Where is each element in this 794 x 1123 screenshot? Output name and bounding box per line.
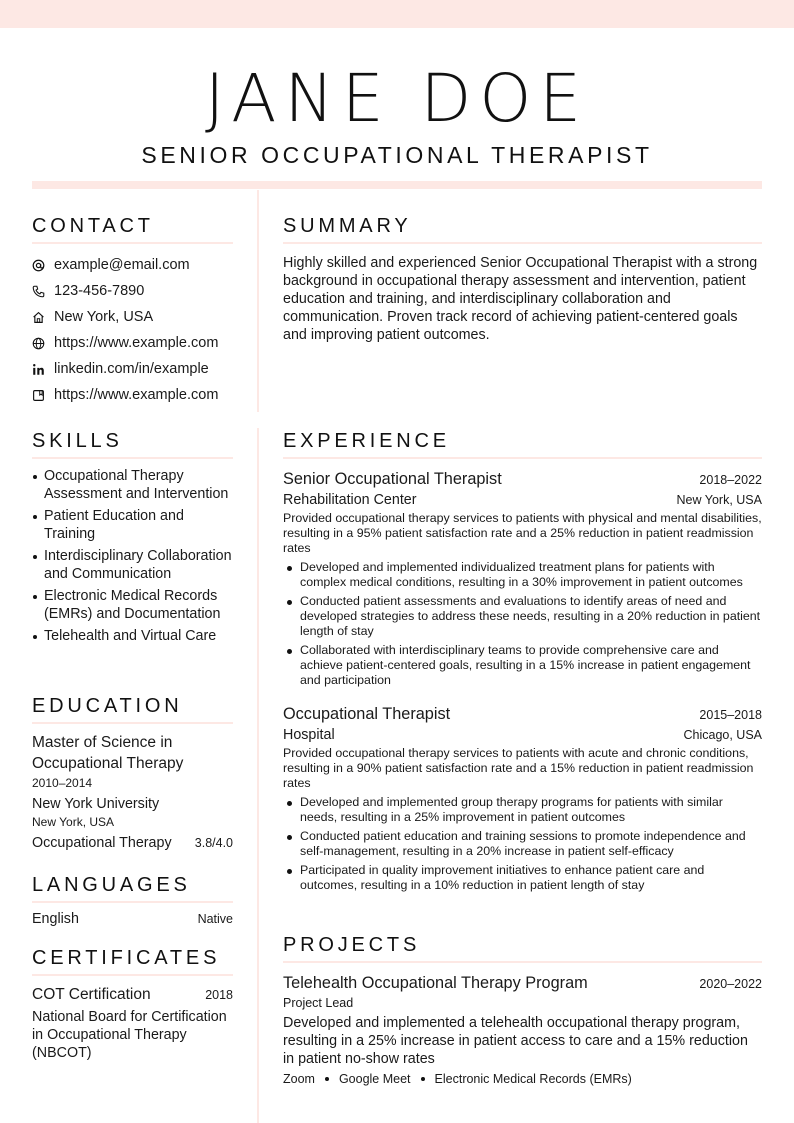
job-location: New York, USA xyxy=(676,493,762,507)
job-bullet: Developed and implemented group therapy programs for patients with similar needs, resulting in a 25% improvement in patient outcomes xyxy=(300,795,762,825)
job-entry xyxy=(283,704,762,893)
skills-list xyxy=(32,467,233,645)
project-description: Developed and implemented a telehealth occupational therapy program, resulting in a 25% increase in patient access to care and a 15% reduction in patient no-show rates xyxy=(283,1015,748,1067)
education-field-row xyxy=(32,835,233,851)
project-keywords xyxy=(283,1072,762,1086)
candidate-name: JANE DOE xyxy=(205,60,589,137)
separator-dot xyxy=(421,1077,425,1081)
contact-text: linkedin.com/in/example xyxy=(54,361,209,377)
contact-phone[interactable] xyxy=(32,278,233,304)
certificate-year: 2018 xyxy=(205,988,233,1002)
contact-location xyxy=(32,304,233,330)
contact-text: example@email.com xyxy=(54,257,190,273)
job-bullet: Collaborated with interdisciplinary teams to provide comprehensive care and achieve patient-centered goals, resulting in a 15% increase in patient engagement and participation xyxy=(300,643,762,688)
job-bullet: Conducted patient assessments and evaluations to identify areas of need and developed strategies to address these needs, resulting in a 20% reduction in patient length of stay xyxy=(300,594,761,638)
contact-section xyxy=(32,214,233,408)
column-divider xyxy=(257,190,259,412)
contact-portfolio[interactable] xyxy=(32,382,233,408)
section-heading: CONTACT xyxy=(32,214,233,244)
job-location: Chicago, USA xyxy=(683,728,762,742)
skill-item: Interdisciplinary Collaboration and Communication xyxy=(32,547,233,583)
certificates-section xyxy=(32,946,233,1062)
job-description: Provided occupational therapy services to patients with acute and chronic conditions, resulting in a 90% patient satisfaction rate and a 15% reduction in patient readmission rates xyxy=(283,746,754,790)
at-icon xyxy=(32,258,54,272)
language-row xyxy=(32,911,233,927)
section-heading: CERTIFICATES xyxy=(32,946,233,976)
education-section xyxy=(32,694,233,851)
project-entry xyxy=(283,973,762,1086)
school-location: New York, USA xyxy=(32,815,115,829)
project-title: Telehealth Occupational Therapy Program xyxy=(283,974,588,992)
contact-email[interactable] xyxy=(32,252,233,278)
job-bullets xyxy=(283,560,762,688)
contact-linkedin[interactable] xyxy=(32,356,233,382)
job-dates: 2018–2022 xyxy=(699,473,762,487)
job-title: Occupational Therapist xyxy=(283,705,451,723)
project-role: Project Lead xyxy=(283,996,354,1010)
section-heading: SKILLS xyxy=(32,429,233,459)
job-dates: 2015–2018 xyxy=(699,708,762,722)
certificate-name: COT Certification xyxy=(32,986,151,1003)
company-name: Rehabilitation Center xyxy=(283,492,417,508)
job-description: Provided occupational therapy services to patients with physical and mental disabilities, resulting in a 95% patient satisfaction rate and a 25% reduction in patient readmission rates xyxy=(283,511,762,555)
section-heading: PROJECTS xyxy=(283,933,762,963)
section-heading: LANGUAGES xyxy=(32,873,233,903)
contact-website[interactable] xyxy=(32,330,233,356)
portfolio-icon xyxy=(32,388,54,402)
section-heading: EXPERIENCE xyxy=(283,429,762,459)
language-level: Native xyxy=(197,912,233,926)
contact-text: https://www.example.com xyxy=(54,335,219,351)
skill-item: Occupational Therapy Assessment and Intervention xyxy=(32,467,233,503)
company-name: Hospital xyxy=(283,727,335,743)
field-of-study: Occupational Therapy xyxy=(32,835,172,851)
globe-icon xyxy=(32,336,54,350)
contact-text: https://www.example.com xyxy=(54,387,219,403)
job-title: Senior Occupational Therapist xyxy=(283,470,502,488)
skill-item: Patient Education and Training xyxy=(32,507,233,543)
contact-list xyxy=(32,252,233,408)
summary-text: Highly skilled and experienced Senior Occupational Therapist with a strong background in occupational therapy assessment and intervention, patient education and training, and interdisciplinary collaboration and communication. Proven track record of achieving patient-centered goals and improving patient outcomes. xyxy=(283,255,758,343)
job-bullet: Participated in quality improvement initiatives to enhance patient care and outcomes, resulting in a 10% reduction in patient length of stay xyxy=(300,863,762,893)
keyword: Zoom xyxy=(283,1072,315,1086)
keyword: Google Meet xyxy=(338,1072,411,1086)
school-name: New York University xyxy=(32,796,160,812)
section-heading: SUMMARY xyxy=(283,214,762,244)
languages-section xyxy=(32,873,233,927)
experience-section xyxy=(283,429,762,897)
projects-section xyxy=(283,933,762,1086)
home-icon xyxy=(32,310,54,324)
resume-header xyxy=(0,60,794,170)
top-accent-band xyxy=(0,0,794,28)
education-dates: 2010–2014 xyxy=(32,776,93,790)
separator-dot xyxy=(325,1077,329,1081)
skill-item: Telehealth and Virtual Care xyxy=(32,627,233,645)
degree: Master of Science in Occupational Therapy xyxy=(32,734,184,772)
job-bullet: Conducted patient education and training sessions to promote independence and self-management, resulting in a 20% increase in patient self-efficacy xyxy=(300,829,762,859)
job-entry xyxy=(283,469,762,688)
gpa: 3.8/4.0 xyxy=(194,836,233,850)
header-divider xyxy=(32,181,762,189)
contact-text: New York, USA xyxy=(54,309,154,325)
phone-icon xyxy=(32,284,54,298)
certificate-row xyxy=(32,986,233,1004)
job-bullet: Developed and implemented individualized treatment plans for patients with complex medical conditions, resulting in a 30% improvement in patient outcomes xyxy=(300,560,762,590)
project-dates: 2020–2022 xyxy=(699,977,762,991)
skills-section xyxy=(32,429,233,649)
contact-text: 123-456-7890 xyxy=(54,283,145,299)
section-heading: EDUCATION xyxy=(32,694,233,724)
job-bullets xyxy=(283,795,762,893)
summary-section xyxy=(283,214,762,344)
certificate-issuer: National Board for Certification in Occupational Therapy (NBCOT) xyxy=(32,1009,227,1061)
skill-item: Electronic Medical Records (EMRs) and Documentation xyxy=(32,587,233,623)
candidate-title: SENIOR OCCUPATIONAL THERAPIST xyxy=(141,142,653,168)
column-divider xyxy=(257,428,259,1123)
keyword: Electronic Medical Records (EMRs) xyxy=(434,1072,632,1086)
linkedin-icon xyxy=(32,362,54,376)
language-name: English xyxy=(32,911,79,927)
